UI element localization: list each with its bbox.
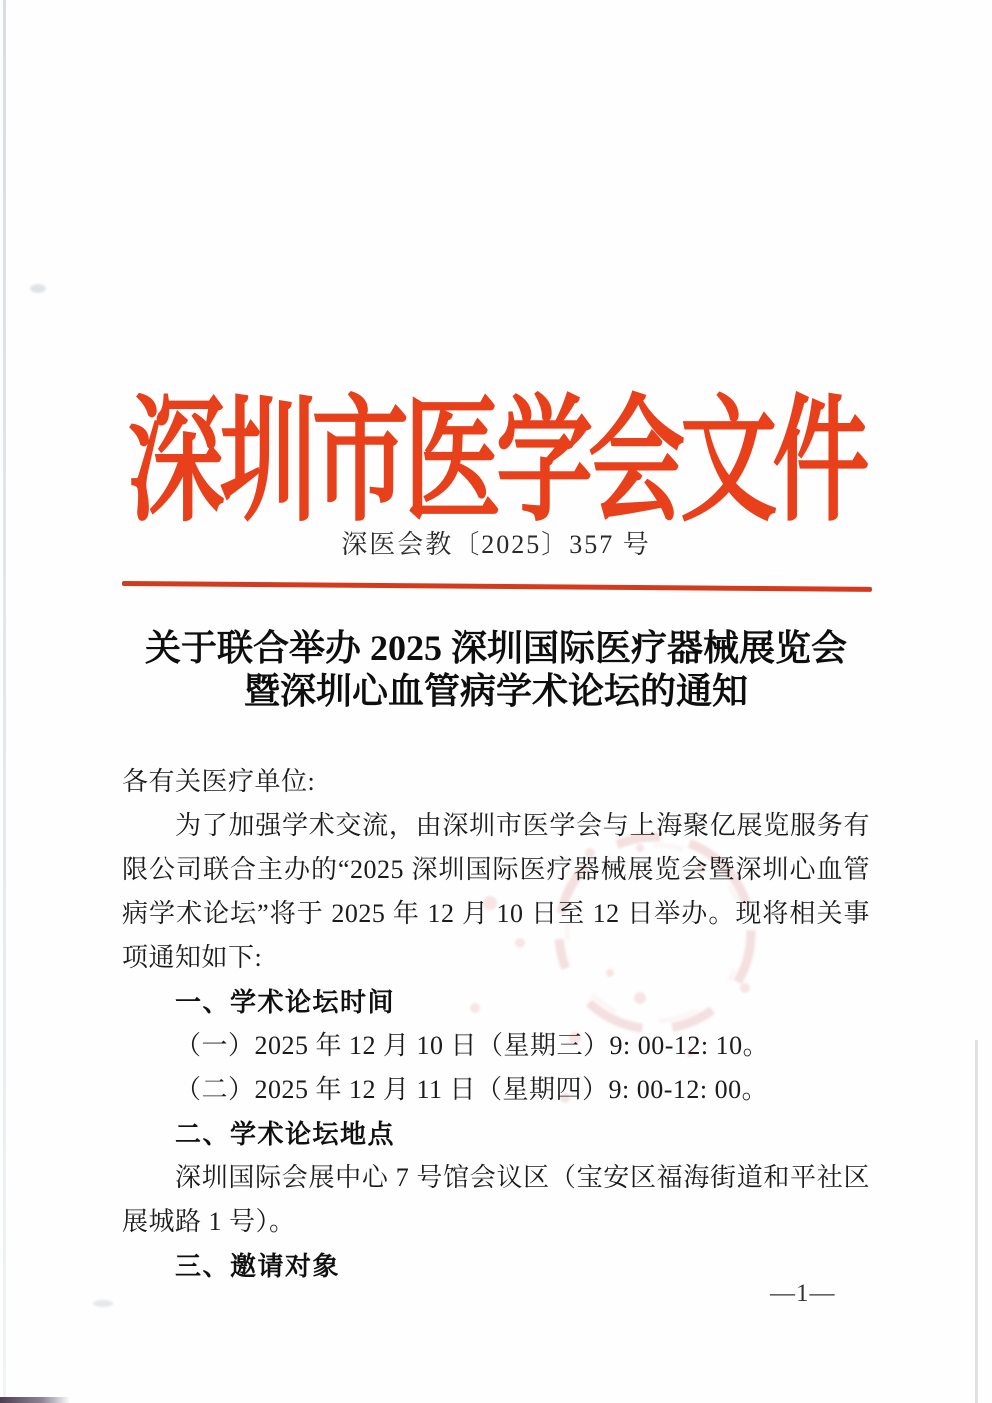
document-title-line1: 关于联合举办 2025 深圳国际医疗器械展览会	[144, 628, 847, 668]
document-title	[0, 627, 992, 713]
section-heading-3: 三、邀请对象	[175, 1251, 341, 1281]
scan-speck	[30, 284, 46, 293]
doc-reference-number: 深医会教〔2025〕357 号	[341, 530, 651, 559]
document-body	[122, 760, 870, 1288]
scan-edge-line-right	[975, 1040, 978, 1403]
section-1-item-2: （二）2025 年 12 月 11 日（星期四）9: 00-12: 00。	[175, 1075, 769, 1104]
section-2-item-1: 深圳国际会展中心 7 号馆会议区（宝安区福海街道和平社区展城路 1 号）。	[122, 1163, 870, 1236]
red-divider-line	[122, 581, 872, 592]
salutation: 各有关医疗单位:	[122, 767, 316, 796]
scan-corner-mark	[0, 1397, 70, 1403]
page-number: —1—	[770, 1280, 836, 1307]
section-heading-1: 一、学术论坛时间	[175, 987, 396, 1017]
scan-speck	[93, 1300, 113, 1307]
section-1-item-1: （一）2025 年 12 月 10 日（星期三）9: 00-12: 10。	[175, 1031, 770, 1060]
intro-paragraph: 为了加强学术交流，由深圳市医学会与上海聚亿展览服务有限公司联合主办的“2025 深圳国际医疗器械展览会暨深圳心血管病学术论坛”将于 2025 年 12 月 10 日至 12 日举办。现将相关事项通知如下:	[122, 811, 870, 972]
section-heading-2: 二、学术论坛地点	[175, 1119, 396, 1149]
document-title-line2: 暨深圳心血管病学术论坛的通知	[243, 671, 748, 711]
org-letterhead-title: 深圳市医学会文件	[127, 387, 865, 539]
